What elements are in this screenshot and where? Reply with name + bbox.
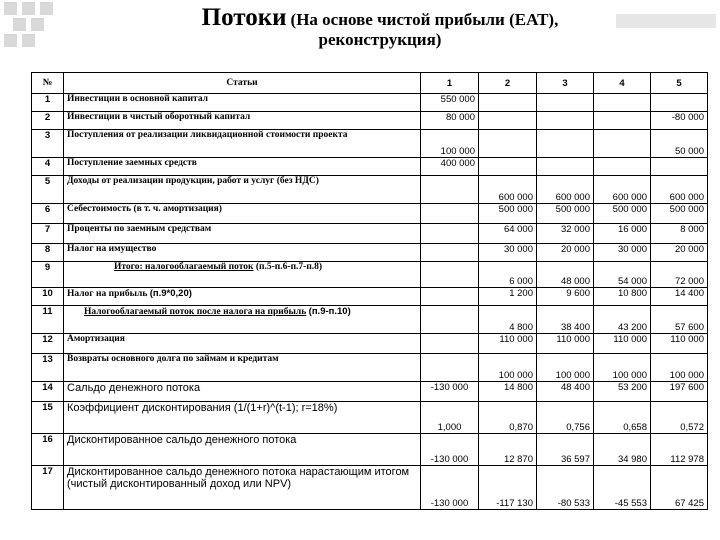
cell-year-5: 500 000 [651,204,708,224]
cell-year-3: 38 400 [537,306,594,334]
table-row [32,112,708,130]
header-items: Статьи [64,73,421,94]
header-number: № [32,73,64,94]
row-number: 11 [32,306,64,334]
row-label: Налог на имущество [64,244,421,262]
cell-year-3: 0,756 [537,402,594,434]
table-row [32,244,708,262]
cell-year-1 [421,334,479,354]
row-number: 15 [32,402,64,434]
row-number: 4 [32,158,64,176]
header-year-3: 3 [537,73,594,94]
cell-year-5: 8 000 [651,224,708,244]
cell-year-3 [537,112,594,130]
row-label-formula: (п.9-п.10) [308,306,351,317]
cell-year-2: -117 130 [479,466,537,510]
cell-year-3: 48 000 [537,262,594,288]
cell-year-4 [594,94,651,112]
row-label [64,288,421,306]
table-row [32,158,708,176]
cell-year-4: 16 000 [594,224,651,244]
cell-year-2: 30 000 [479,244,537,262]
cell-year-2: 4 800 [479,306,537,334]
cell-year-4: 500 000 [594,204,651,224]
cell-year-5: 50 000 [651,130,708,158]
row-label: Дисконтированное сальдо денежного потока [64,434,421,466]
cell-year-4: 0,658 [594,402,651,434]
cell-year-3 [537,158,594,176]
cell-year-3: 110 000 [537,334,594,354]
table-row [32,288,708,306]
header-year-5: 5 [651,73,708,94]
cell-year-2: 12 870 [479,434,537,466]
cell-year-2 [479,158,537,176]
row-number: 3 [32,130,64,158]
cell-year-5 [651,158,708,176]
row-label [64,306,421,334]
table-row [32,204,708,224]
cell-year-3: 600 000 [537,176,594,204]
cell-year-3 [537,130,594,158]
cell-year-2 [479,112,537,130]
row-label: Поступление заемных средств [64,158,421,176]
row-number: 10 [32,288,64,306]
cell-year-1 [421,204,479,224]
cell-year-5: 112 978 [651,434,708,466]
cell-year-5: 20 000 [651,244,708,262]
row-label: Амортизация [64,334,421,354]
cell-year-2: 600 000 [479,176,537,204]
table-row [32,262,708,288]
title-sub: (На основе чистой прибыли (EAT), [290,10,559,29]
row-label-main: Итого: налогооблагаемый поток [114,262,254,272]
row-label: Возвраты основного долга по займам и кредитам [64,354,421,382]
row-label-formula: (п.5-п.6-п.7-п.8) [255,262,323,272]
table-row [32,94,708,112]
cell-year-1: 1,000 [421,402,479,434]
row-label: Коэффициент дисконтирования (1/(1+r)^(t-1); r=18%) [64,402,421,434]
cell-year-5: 110 000 [651,334,708,354]
row-label: Инвестиции в чистый оборотный капитал [64,112,421,130]
row-number: 7 [32,224,64,244]
cell-year-3: 20 000 [537,244,594,262]
cell-year-1 [421,306,479,334]
cell-year-1 [421,288,479,306]
cell-year-4: 53 200 [594,382,651,402]
row-number: 14 [32,382,64,402]
cell-year-4: 110 000 [594,334,651,354]
row-number: 6 [32,204,64,224]
cell-year-4: 54 000 [594,262,651,288]
row-number: 12 [32,334,64,354]
row-label: Поступления от реализации ликвидационной стоимости проекта [64,130,421,158]
cell-year-2: 100 000 [479,354,537,382]
cell-year-5: 600 000 [651,176,708,204]
cell-year-5: 197 600 [651,382,708,402]
row-number: 16 [32,434,64,466]
cell-year-5: 72 000 [651,262,708,288]
table-row [32,306,708,334]
cell-year-5: 14 400 [651,288,708,306]
row-number: 1 [32,94,64,112]
row-label: Себестоимость (в т. ч. амортизация) [64,204,421,224]
cash-flow-table [31,72,708,510]
cell-year-4 [594,130,651,158]
cell-year-1 [421,224,479,244]
cell-year-1 [421,262,479,288]
table-row [32,224,708,244]
row-number: 8 [32,244,64,262]
table-row [32,130,708,158]
row-number: 17 [32,466,64,510]
cell-year-1 [421,354,479,382]
cell-year-1: 100 000 [421,130,479,158]
header-year-2: 2 [479,73,537,94]
cell-year-4: 30 000 [594,244,651,262]
cell-year-2: 6 000 [479,262,537,288]
cell-year-3: 32 000 [537,224,594,244]
table-row [32,176,708,204]
row-number: 5 [32,176,64,204]
row-label-main: Налогооблагаемый поток после налога на прибыль [84,307,307,317]
cell-year-4: 43 200 [594,306,651,334]
cell-year-4 [594,158,651,176]
cell-year-1: 400 000 [421,158,479,176]
cell-year-1: -130 000 [421,466,479,510]
cell-year-1 [421,244,479,262]
cell-year-4 [594,112,651,130]
cell-year-5: 0,572 [651,402,708,434]
cell-year-1 [421,176,479,204]
row-number: 13 [32,354,64,382]
cell-year-4: 10 800 [594,288,651,306]
cell-year-2: 1 200 [479,288,537,306]
cell-year-3: 9 600 [537,288,594,306]
row-label: Доходы от реализации продукции, работ и услуг (без НДС) [64,176,421,204]
cell-year-3: 36 597 [537,434,594,466]
row-label: Инвестиции в основной капитал [64,94,421,112]
slide-title [150,4,610,50]
table-row [32,466,708,510]
cell-year-4: 34 980 [594,434,651,466]
cell-year-3 [537,94,594,112]
cell-year-1: 80 000 [421,112,479,130]
header-year-4: 4 [594,73,651,94]
row-label-formula: (п.9*0,20) [149,288,192,299]
cell-year-2: 500 000 [479,204,537,224]
cell-year-2: 64 000 [479,224,537,244]
corner-decoration [0,0,60,50]
cell-year-5 [651,94,708,112]
cell-year-2 [479,94,537,112]
header-year-1: 1 [421,73,479,94]
cell-year-2: 14 800 [479,382,537,402]
row-number: 9 [32,262,64,288]
cell-year-4: 100 000 [594,354,651,382]
title-main: Потоки [201,4,287,31]
cell-year-4: 600 000 [594,176,651,204]
row-label-main: Налог на прибыль [67,289,148,299]
cell-year-1: 550 000 [421,94,479,112]
row-label: Сальдо денежного потока [64,382,421,402]
cell-year-3: 500 000 [537,204,594,224]
table-row [32,434,708,466]
cell-year-4: -45 553 [594,466,651,510]
row-label: Дисконтированное сальдо денежного потока нарастающим итогом (чистый дисконтированный доход или NPV) [64,466,421,510]
cell-year-5: 57 600 [651,306,708,334]
header-band [616,14,716,28]
table-row [32,382,708,402]
cell-year-5: 67 425 [651,466,708,510]
cell-year-1: -130 000 [421,434,479,466]
table-row [32,354,708,382]
row-label [64,262,421,288]
table-row [32,334,708,354]
cell-year-5: -80 000 [651,112,708,130]
cell-year-2: 0,870 [479,402,537,434]
row-label: Проценты по заемным средствам [64,224,421,244]
cell-year-3: 48 400 [537,382,594,402]
cell-year-3: -80 533 [537,466,594,510]
cell-year-2: 110 000 [479,334,537,354]
title-line2: реконструкция) [318,30,442,49]
cell-year-1: -130 000 [421,382,479,402]
table-header-row [32,73,708,94]
table-row [32,402,708,434]
cell-year-2 [479,130,537,158]
cell-year-3: 100 000 [537,354,594,382]
row-number: 2 [32,112,64,130]
cell-year-5: 100 000 [651,354,708,382]
